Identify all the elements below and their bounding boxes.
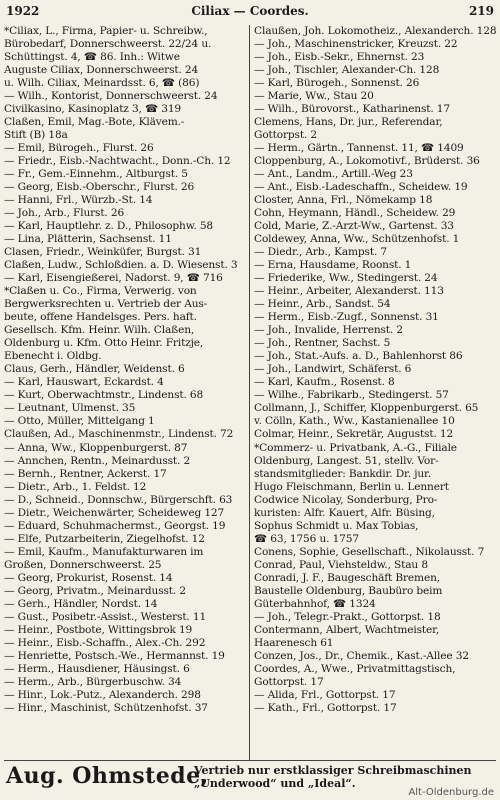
directory-entry-line: — Dietr., Arb., 1. Feldst. 12 [4,480,147,493]
directory-entry-line: — Herm., Eisb.-Zugf., Sonnenst. 31 [254,311,439,324]
advert-line: „Underwood“ und „Ideal“. [194,777,356,790]
directory-entry-line: — Kurt, Oberwachtmstr., Lindenst. 68 [4,389,204,402]
directory-entry-line: — Lina, Plätterin, Sachsenst. 11 [4,233,172,246]
directory-entry-line: Conrad, Paul, Viehsteldw., Stau 8 [254,558,428,571]
directory-entry-line: — Diedr., Arb., Kampst. 7 [254,246,387,259]
directory-entry-line: *Claßen u. Co., Firma, Verwerig. von [4,285,197,298]
page-title: Ciliax — Coordes. [191,4,309,18]
directory-entry-line: Schüttingst. 4, ☎ 86. Inh.: Witwe [4,51,180,64]
directory-entry-line: — Marie, Ww., Stau 20 [254,90,374,103]
directory-entry-line: Civilkasino, Kasinoplatz 3, ☎ 319 [4,103,182,116]
directory-entry-line: — Heinr., Arbeiter, Alexanderst. 113 [254,285,444,298]
directory-entry-line: ☎ 63, 1756 u. 1757 [254,532,359,545]
directory-entry-line: — Gust., Posibetr.-Assist., Westerst. 11 [4,610,207,623]
directory-entry-line: — Georg, Privatm., Meinardusst. 2 [4,584,186,597]
directory-entry-line: Cohn, Heymann, Händl., Scheidew. 29 [254,207,456,220]
directory-entry-line: — Joh., Eisb.-Sekr., Ehnernst. 23 [254,51,425,64]
directory-entry-line: v. Cölln, Kath., Ww., Kastanienallee 10 [254,415,455,428]
directory-entry-line: Stift (B) 18a [4,129,68,142]
column-divider [249,25,250,760]
directory-entry-line: Cloppenburg, A., Lokomotivf., Brüderst. 36 [254,155,480,168]
directory-entry-line: — Joh., Arb., Flurst. 26 [4,207,125,220]
directory-entry-line: — Kath., Frl., Gottorpst. 17 [254,701,397,714]
watermark: Alt-Oldenburg.de [408,787,494,798]
directory-entry-line: — Erna, Hausdame, Roonst. 1 [254,259,412,272]
directory-entry-line: — Herm., Arb., Bürgerbuschw. 34 [4,675,182,688]
directory-entry-line: Baustelle Oldenburg, Baubüro beim [254,584,443,597]
directory-entry-line: — Dietr., Weichenwärter, Scheideweg 127 [4,506,225,519]
advert-name: Aug. Ohmstede, [6,763,209,789]
directory-entry-line: Clasen, Friedr., Weinküfer, Burgst. 31 [4,246,202,259]
directory-entry-line: Ebenecht i. Oldbg. [4,350,102,363]
directory-entry-line: Oldenburg u. Kfm. Otto Heinr. Fritzje, [4,337,204,350]
directory-entry-line: — Hanni, Frl., Würzb.-St. 14 [4,194,153,207]
advertisement [4,760,496,789]
directory-entry-line: Codwice Nicolay, Sonderburg, Pro- [254,493,438,506]
directory-entry-line: Coordes, A., Wwe., Privatmittagstisch, [254,662,456,675]
directory-entry-line: Gesellsch. Kfm. Heinr. Wilh. Claßen, [4,324,195,337]
directory-entry-line: — Wilh., Bürovorst., Katharinenst. 17 [254,103,450,116]
left-column [4,25,246,760]
directory-entry-line: standsmitglieder: Bankdir. Dr. jur. [254,467,432,480]
directory-entry-line: — Annchen, Rentn., Meinardusst. 2 [4,454,191,467]
directory-entry-line: — Wilhe., Fabrikarb., Stedingerst. 57 [254,389,449,402]
directory-entry-line: Sophus Schmidt u. Max Tobias, [254,519,419,532]
directory-entry-line: Claus, Gerh., Händler, Weidenst. 6 [4,363,185,376]
right-column [254,25,496,760]
directory-entry-line: — Bernh., Rentner, Ackerst. 17 [4,467,167,480]
directory-entry-line: — Karl, Eisengießerei, Nadorst. 9, ☎ 716 [4,272,223,285]
directory-entry-line: Großen, Donnerschweerst. 25 [4,558,162,571]
directory-entry-line: Collmann, J., Schiffer, Kloppenburgerst. 65 [254,402,479,415]
directory-entry-line: — Emil, Kaufm., Manufakturwaren im [4,545,204,558]
directory-entry-line: — Heinr., Arb., Sandst. 54 [254,298,391,311]
directory-entry-line: — Heinr., Eisb.-Schaffn., Alex.-Ch. 292 [4,636,206,649]
directory-entry-line: Gottorpst. 17 [254,675,324,688]
directory-entry-line: — Joh., Stat.-Aufs. a. D., Bahlenhorst 86 [254,350,463,363]
directory-entry-line: Haarenesch 61 [254,636,334,649]
directory-entry-line: — Friederike, Ww., Stedingerst. 24 [254,272,438,285]
directory-entry-line: Claußen, Joh. Lokomotheiz., Alexanderch. 128 [254,25,496,37]
directory-entry-line: — Leutnant, Ulmenst. 35 [4,402,136,415]
directory-entry-line: — Henriette, Postsch.-We., Hermannst. 19 [4,649,225,662]
directory-entry-line: — Gerh., Händler, Nordst. 14 [4,597,158,610]
directory-entry-line: — Elfe, Putzarbeiterin, Ziegelhofst. 12 [4,532,205,545]
directory-entry-line: — Heinr., Postbote, Wittingsbrok 19 [4,623,193,636]
directory-entry-line: — Friedr., Eisb.-Nachtwacht., Donn.-Ch. 12 [4,155,231,168]
directory-entry-line: — Georg, Prokurist, Rosenst. 14 [4,571,173,584]
directory-entry-line: — Karl, Bürogeh., Sonnenst. 26 [254,77,420,90]
directory-entry-line: u. Wilh. Ciliax, Meinardsst. 6, ☎ (86) [4,77,200,90]
directory-entry-line: — Karl, Hauswart, Eckardst. 4 [4,376,164,389]
directory-entry-line: — Herm., Hausdiener, Häusingst. 6 [4,662,190,675]
directory-entry-line: — Karl, Kaufm., Rosenst. 8 [254,376,395,389]
directory-entry-line: Colmar, Heinr., Sekretär, Augustst. 12 [254,428,454,441]
directory-entry-line: Bergwerksrechten u. Vertrieb der Aus- [4,298,208,311]
directory-entry-line: — Hinr., Lok.-Putz., Alexanderch. 298 [4,688,201,701]
page-header [6,4,494,22]
directory-entry-line: — Joh., Rentner, Sachst. 5 [254,337,391,350]
directory-entry-line: — Wilh., Kontorist, Donnerschweerst. 24 [4,90,218,103]
directory-entry-line: — Anna, Ww., Kloppenburgerst. 87 [4,441,188,454]
directory-entry-line: Closter, Anna, Frl., Nömekamp 18 [254,194,433,207]
directory-entry-line: Bürobedarf, Donnerschweerst. 22/24 u. [4,38,212,51]
directory-entry-line: — Ant., Landm., Artill.-Weg 23 [254,168,413,181]
directory-entry-line: kuristen: Alfr. Kauert, Alfr. Büsing, [254,506,435,519]
directory-entry-line: — Joh., Maschinenstricker, Kreuzst. 22 [254,38,458,51]
directory-entry-line: Oldenburg, Langest. 51, stellv. Vor- [254,454,439,467]
directory-entry-line: Gottorpst. 2 [254,129,317,142]
directory-entry-line: Conradi, J. F., Baugeschäft Bremen, [254,571,440,584]
directory-entry-line: Clemens, Hans, Dr. jur., Referendar, [254,116,443,129]
directory-entry-line: Claußen, Ad., Maschinenmstr., Lindenst. 72 [4,428,234,441]
directory-entry-line: — Georg, Eisb.-Oberschr., Flurst. 26 [4,181,195,194]
advert-line: Vertrieb nur erstklassiger Schreibmaschinen [194,764,472,777]
directory-entry-line: Coldewey, Anna, Ww., Schützenhofst. 1 [254,233,460,246]
directory-entry-line: Claßen, Ludw., Schloßdien. a. D. Wiesenst. 3 [4,259,238,272]
directory-entry-line: — Fr., Gem.-Einnehm., Altburgst. 5 [4,168,188,181]
directory-entry-line: Conzen, Jos., Dr., Chemik., Kast.-Allee 32 [254,649,469,662]
directory-entry-line: — Joh., Invalide, Herrenst. 2 [254,324,403,337]
directory-entry-line: Auguste Ciliax, Donnerschweerst. 24 [4,64,199,77]
directory-entry-line: Contermann, Albert, Wachtmeister, [254,623,440,636]
directory-entry-line: Cold, Marie, Z.-Arzt-Ww., Gartenst. 33 [254,220,454,233]
directory-entry-line: — D., Schneid., Donnschw., Bürgerschft. 63 [4,493,233,506]
directory-entry-line: — Emil, Bürogeh., Flurst. 26 [4,142,154,155]
directory-entry-line: — Eduard, Schuhmachermst., Georgst. 19 [4,519,226,532]
directory-entry-line: Claßen, Emil, Mag.-Bote, Klävem.- [4,116,185,129]
directory-entry-line: — Alida, Frl., Gottorpst. 17 [254,688,396,701]
directory-entry-line: — Karl, Hauptlehr. z. D., Philosophw. 58 [4,220,213,233]
directory-entry-line: *Ciliax, L., Firma, Papier- u. Schreibw., [4,25,208,37]
directory-entry-line: Güterbahnhof, ☎ 1324 [254,597,376,610]
page-number: 219 [468,4,494,18]
directory-entry-line: — Otto, Müller, Mittelgang 1 [4,415,155,428]
page-year: 1922 [6,4,40,18]
directory-entry-line: beute, offene Handelsges. Pers. haft. [4,311,197,324]
directory-entry-line: — Joh., Tischler, Alexander-Ch. 128 [254,64,440,77]
directory-entry-line: — Hinr., Maschinist, Schützenhofst. 37 [4,701,208,714]
directory-entry-line: — Herm., Gärtn., Tannenst. 11, ☎ 1409 [254,142,464,155]
directory-entry-line: *Commerz- u. Privatbank, A.-G., Filiale [254,441,457,454]
directory-entry-line: Conens, Sophie, Gesellschaft., Nikolausst. 7 [254,545,485,558]
directory-entry-line: Hugo Fleischmann, Berlin u. Lennert [254,480,449,493]
directory-entry-line: — Ant., Eisb.-Ladeschaffn., Scheidew. 19 [254,181,468,194]
directory-entry-line: — Joh., Telegr.-Prakt., Gottorpst. 18 [254,610,441,623]
directory-entry-line: — Joh., Landwirt, Schäferst. 6 [254,363,412,376]
